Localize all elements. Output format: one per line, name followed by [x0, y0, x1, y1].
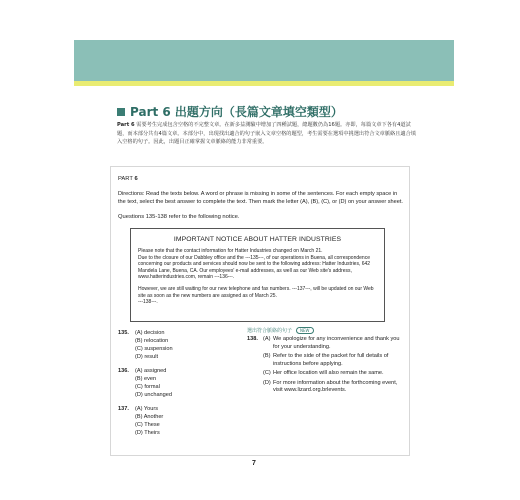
notice-paragraph [138, 286, 377, 306]
answer-option[interactable]: (B) Another [135, 414, 164, 420]
question-number: 136. [118, 368, 129, 374]
intro-text: 需要考生完成包含空格的不完整文章。在新多益測驗中增加了四種試題，總題數仍為16題。亦即，每篇文章下各有4道試題，而本部分共有4篇文章。本部分中，出現找出適合的句子嵌入文章空格的題型，考生需要在選項中挑選出符合文章脈絡且適合填入空格的句子。因此，出題目正確掌握文章脈絡的能力非常重要。 [117, 122, 416, 145]
section-title [117, 103, 343, 120]
header-underline [74, 81, 454, 86]
section-intro [117, 121, 417, 147]
option-letter: (C) [263, 370, 271, 376]
question-number: 137. [118, 406, 129, 412]
answer-option[interactable]: (A) decision [135, 330, 165, 336]
answer-option[interactable]: (D) result [135, 354, 158, 360]
option-text: We apologize for any inconvenience and thank you for your understanding. [273, 336, 400, 350]
part-label [118, 176, 138, 182]
option-letter: (D) [263, 379, 271, 386]
answer-option[interactable]: (A) Yours [135, 406, 159, 412]
answer-option[interactable]: (C) These [135, 422, 160, 428]
answer-option[interactable]: (C) formal [135, 384, 160, 390]
answer-option[interactable]: (B) even [135, 376, 157, 382]
questions-left-column [118, 329, 238, 443]
answer-option[interactable]: (A) assigned [135, 368, 167, 374]
option-text: Her office location will also remain the same. [273, 370, 384, 376]
part-number: 6 [134, 176, 138, 182]
question-137 [118, 405, 238, 437]
notice-para2: Due to the closure of our Dabbley office and the ---135---, of our operations in Buena, all correspondence concerning our products and services should now be sent to the following address: Hatter Industries, 642 Mandela Lane, Buena, CA. Our employees' e-mail addresses, as well as our Web site's address, www.hatterindustries.com, remain ---136---. [138, 254, 371, 281]
question-138 [247, 327, 407, 397]
answer-option[interactable]: (D) Theirs [135, 430, 160, 436]
pick-sentence-caption [247, 327, 407, 334]
option-letter: (B) [263, 353, 271, 359]
answer-option[interactable]: (D) unchanged [135, 392, 173, 398]
page-number: 7 [252, 460, 256, 467]
question-135 [118, 329, 238, 361]
option-text: Refer to the side of the packet for full details of instructions before applying. [273, 353, 389, 367]
intro-label: Part 6 [117, 122, 135, 128]
answer-option[interactable] [247, 336, 407, 351]
square-bullet-icon [117, 108, 125, 116]
notice-para4: ---138---. [138, 299, 158, 306]
caption-text: 選出符合脈絡的句子 [247, 328, 293, 334]
section-title-text: Part 6 出題方向（長篇文章填空類型） [130, 105, 343, 119]
notice-paragraph [138, 248, 377, 281]
answer-option[interactable] [247, 353, 407, 368]
option-letter: (A) [263, 336, 271, 342]
notice-title: IMPORTANT NOTICE ABOUT HATTER INDUSTRIES [173, 236, 342, 243]
question-number: 135. [118, 330, 129, 336]
notice-para1: Please note that the contact information for Hatter Industries changed on March 21. [138, 248, 323, 254]
option-text: For more information about the forthcoming event, visit www.lizard.org.brlevents. [273, 379, 398, 393]
part-prefix: PART [118, 176, 135, 182]
answer-option[interactable]: (C) suspension [135, 346, 173, 352]
answer-option[interactable] [247, 380, 407, 395]
answer-option[interactable]: (B) relocation [135, 338, 169, 344]
notice-box [130, 228, 385, 322]
header-band [74, 40, 454, 86]
directions-text: Directions: Read the texts below. A word or phrase is missing in some of the sentences. For each empty space in the text, select the best answer to complete the text. Then mark the letter (A), (B), (C), or (D) on your answer sheet. [118, 191, 403, 205]
answer-option[interactable] [247, 370, 407, 378]
question-136 [118, 367, 238, 399]
questions-intro: Questions 135-138 refer to the following notice. [118, 214, 240, 220]
new-badge: NEW [296, 327, 313, 334]
question-number: 138. [247, 336, 258, 342]
notice-para3: However, we are still waiting for our new telephone and fax numbers. ---137---, will be updated on our Web site as soon as the new numbers are assigned as of March 25. [138, 285, 374, 299]
